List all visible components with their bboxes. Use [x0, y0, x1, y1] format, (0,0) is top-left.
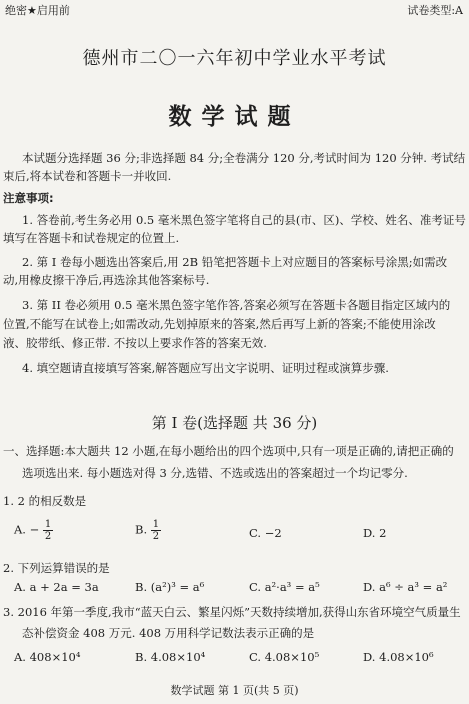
- intro-line-2: 束后,将本试卷和答题卡一并收回.: [3, 169, 172, 183]
- question-1-stem: 1. 2 的相反数是: [3, 494, 87, 508]
- option-a-label: A. −: [14, 522, 40, 537]
- question-2-stem: 2. 下列运算错误的是: [3, 561, 110, 575]
- fraction: [151, 519, 161, 542]
- fraction-denominator: 2: [44, 531, 52, 542]
- question-1-option-a: [14, 519, 53, 542]
- fraction-denominator: 2: [152, 531, 160, 542]
- confidential-label: 绝密★启用前: [5, 4, 70, 17]
- page-footer: 数学试题 第 1 页(共 5 页): [170, 684, 299, 697]
- section-title: 第 I 卷(选择题 共 36 分): [151, 414, 318, 432]
- question-3-stem-line-2: 态补偿资金 408 万元. 408 万用科学记数法表示正确的是: [22, 626, 315, 640]
- option-b-label: B.: [135, 522, 148, 537]
- question-1-option-d: D. 2: [363, 526, 387, 540]
- note-3-line-3: 液、胶带纸、修正带. 不按以上要求作答的答案无效.: [3, 336, 267, 350]
- fraction: [43, 519, 53, 542]
- question-2-option-d: D. a⁶ ÷ a³ = a²: [363, 580, 448, 594]
- note-3-line-1: 3. 第 II 卷必须用 0.5 毫米黑色签字笔作答,答案必须写在答题卡各题目指定区域内的: [22, 298, 451, 312]
- section-instructions-line-1: 一、选择题:本大题共 12 小题,在每小题给出的四个选项中,只有一项是正确的,请把正确的: [3, 444, 454, 458]
- note-4: 4. 填空题请直接填写答案,解答题应写出文字说明、证明过程或演算步骤.: [22, 361, 389, 375]
- note-2-line-2: 动,用橡皮擦干净后,再选涂其他答案标号.: [3, 273, 210, 287]
- intro-line-1: 本试题分选择题 36 分;非选择题 84 分;全卷满分 120 分,考试时间为 120 分钟. 考试结: [22, 151, 466, 165]
- paper-type-label: 试卷类型:A: [407, 4, 463, 17]
- note-1-line-1: 1. 答卷前,考生务必用 0.5 毫米黑色签字笔将自己的县(市、区)、学校、姓名、准考证号: [22, 213, 466, 227]
- question-1-option-b: [135, 519, 161, 542]
- subject-title: 数学试题: [168, 104, 301, 130]
- question-2-option-c: C. a²·a³ = a⁵: [249, 580, 320, 594]
- question-3-option-a: A. 408×10⁴: [14, 650, 81, 664]
- question-3-option-c: C. 4.08×10⁵: [249, 650, 320, 664]
- question-1-option-c: C. −2: [249, 526, 282, 540]
- question-3-stem-line-1: 3. 2016 年第一季度,我市“蓝天白云、繁星闪烁”天数持续增加,获得山东省环境空气质量生: [3, 605, 461, 619]
- notes-heading: 注意事项:: [3, 191, 54, 205]
- fraction-numerator: 1: [44, 519, 52, 530]
- question-2-option-a: A. a + 2a = 3a: [14, 580, 99, 594]
- fraction-numerator: 1: [152, 519, 160, 530]
- note-3-line-2: 位置,不能写在试卷上;如需改动,先划掉原来的答案,然后再写上新的答案;不能使用涂改: [3, 317, 436, 331]
- note-1-line-2: 填写在答题卡和试卷规定的位置上.: [3, 231, 180, 245]
- question-3-option-b: B. 4.08×10⁴: [135, 650, 206, 664]
- question-2-option-b: B. (a²)³ = a⁶: [135, 580, 205, 594]
- section-instructions-line-2: 选项选出来. 每小题选对得 3 分,选错、不选或选出的答案超过一个均记零分.: [22, 466, 408, 480]
- exam-title: 德州市二〇一六年初中学业水平考试: [82, 48, 387, 69]
- question-3-option-d: D. 4.08×10⁶: [363, 650, 434, 664]
- note-2-line-1: 2. 第 I 卷每小题选出答案后,用 2B 铅笔把答题卡上对应题目的答案标号涂黑;如需改: [22, 255, 448, 269]
